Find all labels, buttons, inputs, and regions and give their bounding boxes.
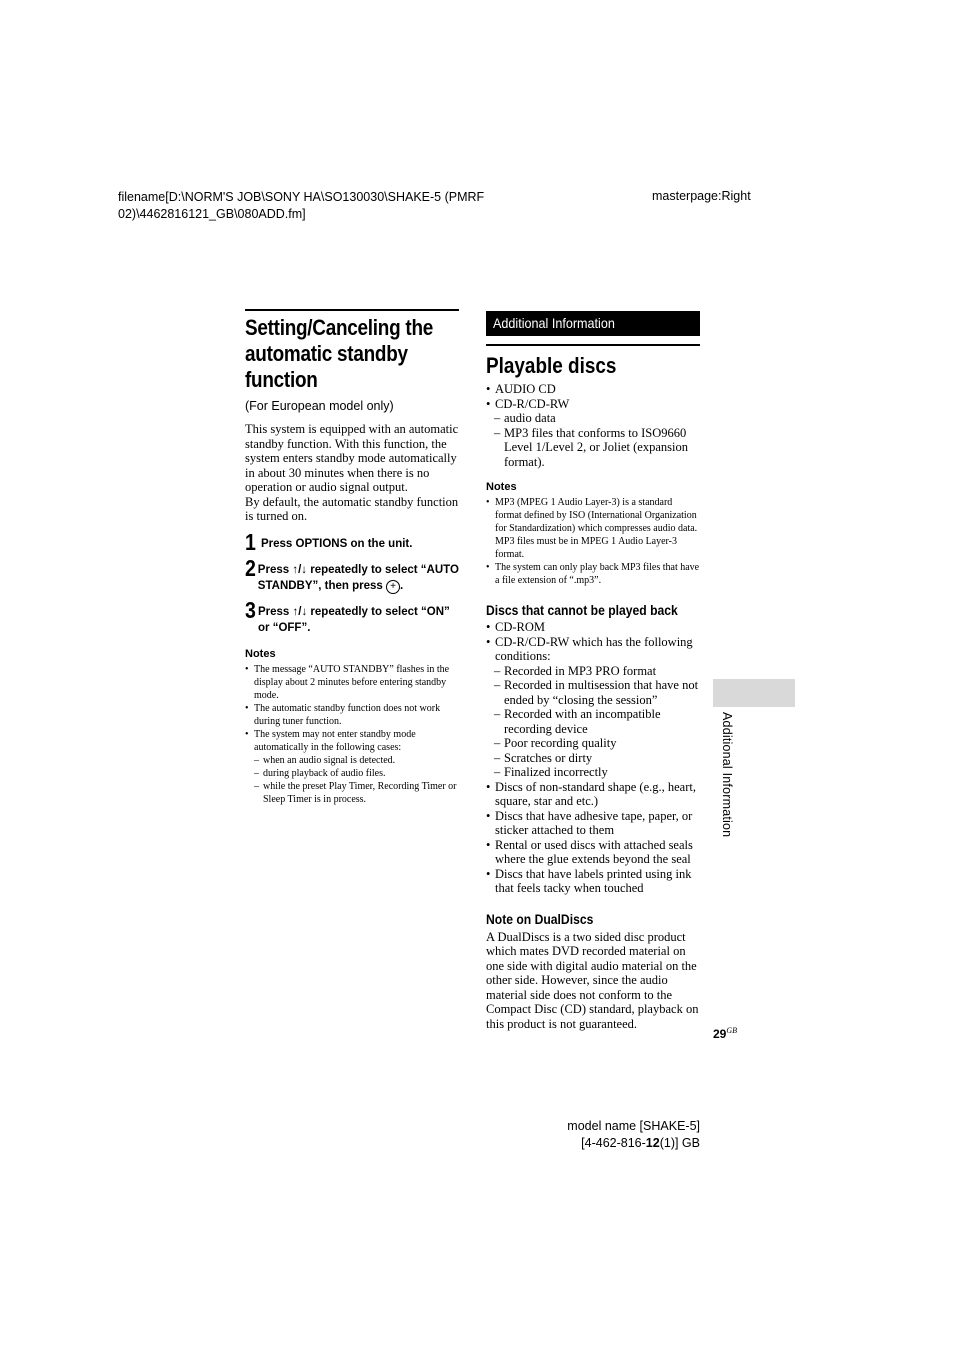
notes-list bbox=[486, 496, 700, 587]
intro-paragraph-2: By default, the automatic standby function is turned on. bbox=[245, 494, 459, 523]
step-text-end: . bbox=[400, 579, 404, 592]
step-number: 2 bbox=[245, 554, 256, 581]
step-2 bbox=[245, 554, 459, 594]
cannot-item: • Discs of non-standard shape (e.g., heart, square, star and etc.) bbox=[486, 779, 696, 808]
heading-cannot-play: Discs that cannot be played back bbox=[486, 603, 678, 618]
up-down-arrows-icon: ↑/↓ bbox=[292, 605, 308, 618]
cannot-item: • CD-ROM bbox=[486, 620, 546, 634]
note-case: – while the preset Play Timer, Recording Timer or Sleep Timer is in process. bbox=[254, 780, 457, 805]
note-case: – during playback of audio files. bbox=[254, 767, 386, 779]
condition-item: – Poor recording quality bbox=[494, 736, 617, 750]
chapter-banner: Additional Information bbox=[486, 311, 700, 336]
note-item: • The message “AUTO STANDBY” flashes in the display about 2 minutes before entering standby mode. bbox=[245, 663, 450, 701]
page-number: $29^{GB}$ bbox=[713, 1026, 738, 1041]
cannot-item: • CD-R/CD-RW which has the following conditions: bbox=[486, 634, 693, 663]
condition-item: – Recorded in multisession that have not ended by “closing the session” bbox=[494, 678, 699, 707]
cannot-list bbox=[486, 620, 700, 896]
section-title-standby: Setting/Canceling the automatic standby function bbox=[245, 315, 434, 392]
condition-item: – Recorded with an incompatible recording device bbox=[494, 707, 661, 736]
step-text-pre: Press bbox=[258, 605, 293, 618]
note-item: • The system may not enter standby mode automatically in the following cases: – when an audio signal is detected. – during playback of audio files. – while the preset Play Timer, Recording Timer or Sleep Timer is in process. bbox=[245, 728, 459, 806]
step-1 bbox=[245, 528, 459, 555]
intro-paragraph: This system is equipped with an automatic standby function. With this function, the system enters standby mode automatically in about 30 minutes when there is no operation or audio signal output. bbox=[245, 422, 459, 494]
format-subitem: – audio data bbox=[494, 411, 556, 425]
notes-list bbox=[245, 663, 459, 806]
cannot-item: • Discs that have labels printed using ink that feels tacky when touched bbox=[486, 866, 692, 895]
condition-item: – Recorded in MP3 PRO format bbox=[494, 663, 657, 678]
step-text bbox=[258, 558, 459, 594]
section-rule bbox=[245, 309, 459, 311]
step-text bbox=[258, 600, 459, 636]
enter-button-icon: + bbox=[386, 580, 400, 594]
step-3 bbox=[245, 596, 459, 636]
notes-heading: Notes bbox=[245, 647, 276, 660]
masterpage-meta: masterpage:Right bbox=[652, 189, 751, 203]
step-number: 1 bbox=[245, 528, 256, 555]
condition-item: – Finalized incorrectly bbox=[494, 765, 608, 779]
note-item: • The automatic standby function does not work during tuner function. bbox=[245, 702, 441, 727]
model-name: model name [SHAKE-5] bbox=[567, 1119, 700, 1133]
side-tab-label: Additional Information bbox=[720, 712, 734, 838]
dualdiscs-paragraph: A DualDiscs is a two sided disc product which mates DVD recorded material on one side with digital audio material on the other side. However, since the audio material side does not conform to the Compact Disc (CD) standard, playback on this product is not guaranteed. bbox=[486, 929, 699, 1031]
cannot-item: • Discs that have adhesive tape, paper, or sticker attached to them bbox=[486, 808, 693, 837]
formats-list bbox=[486, 382, 700, 469]
section-title-playable-discs: Playable discs bbox=[486, 353, 617, 378]
notes-heading: Notes bbox=[486, 481, 517, 493]
left-column bbox=[245, 309, 459, 806]
cannot-item: • Rental or used discs with attached seals where the glue extends beyond the seal bbox=[486, 837, 693, 866]
model-number: [4-462-816-12(1)] GB bbox=[581, 1136, 700, 1150]
steps bbox=[245, 528, 459, 636]
note-item: • MP3 (MPEG 1 Audio Layer-3) is a standard format defined by ISO (International Organization for Standardization) which compresses audio data. MP3 files must be in MPEG 1 Audio Layer-3 format. bbox=[486, 497, 698, 560]
format-item: • AUDIO CD bbox=[486, 382, 556, 396]
filename-line-2: 02)\4462816121_GB\080ADD.fm] bbox=[118, 207, 306, 221]
side-tab-marker bbox=[713, 679, 795, 707]
filename-meta bbox=[118, 189, 538, 223]
format-item: • CD-R/CD-RW bbox=[486, 396, 570, 411]
step-text: Press OPTIONS on the unit. bbox=[261, 537, 413, 550]
format-subitem: – MP3 files that conforms to ISO9660 Level 1/Level 2, or Joliet (expansion format). bbox=[494, 425, 688, 469]
section-subtitle: (For European model only) bbox=[245, 399, 394, 413]
up-down-arrows-icon: ↑/↓ bbox=[292, 563, 308, 576]
step-text-post: repeatedly to select “AUTO STANDBY”, then press bbox=[257, 563, 459, 592]
condition-item: – Scratches or dirty bbox=[494, 750, 593, 765]
section-rule bbox=[486, 344, 700, 346]
note-case: – when an audio signal is detected. bbox=[254, 754, 396, 766]
step-text-post: repeatedly to select “ON” or “OFF”. bbox=[258, 605, 450, 634]
step-number: 3 bbox=[245, 596, 256, 623]
model-info bbox=[540, 1118, 700, 1152]
note-item: • The system can only play back MP3 files that have a file extension of “.mp3”. bbox=[486, 562, 700, 586]
heading-dualdiscs: Note on DualDiscs bbox=[486, 911, 594, 927]
step-text-pre: Press bbox=[257, 563, 293, 576]
note-cases bbox=[254, 754, 459, 806]
filename-line-1: filename[D:\NORM'S JOB\SONY HA\SO130030\SHAKE-5 (PMRF bbox=[118, 190, 485, 204]
right-column bbox=[486, 311, 700, 1031]
